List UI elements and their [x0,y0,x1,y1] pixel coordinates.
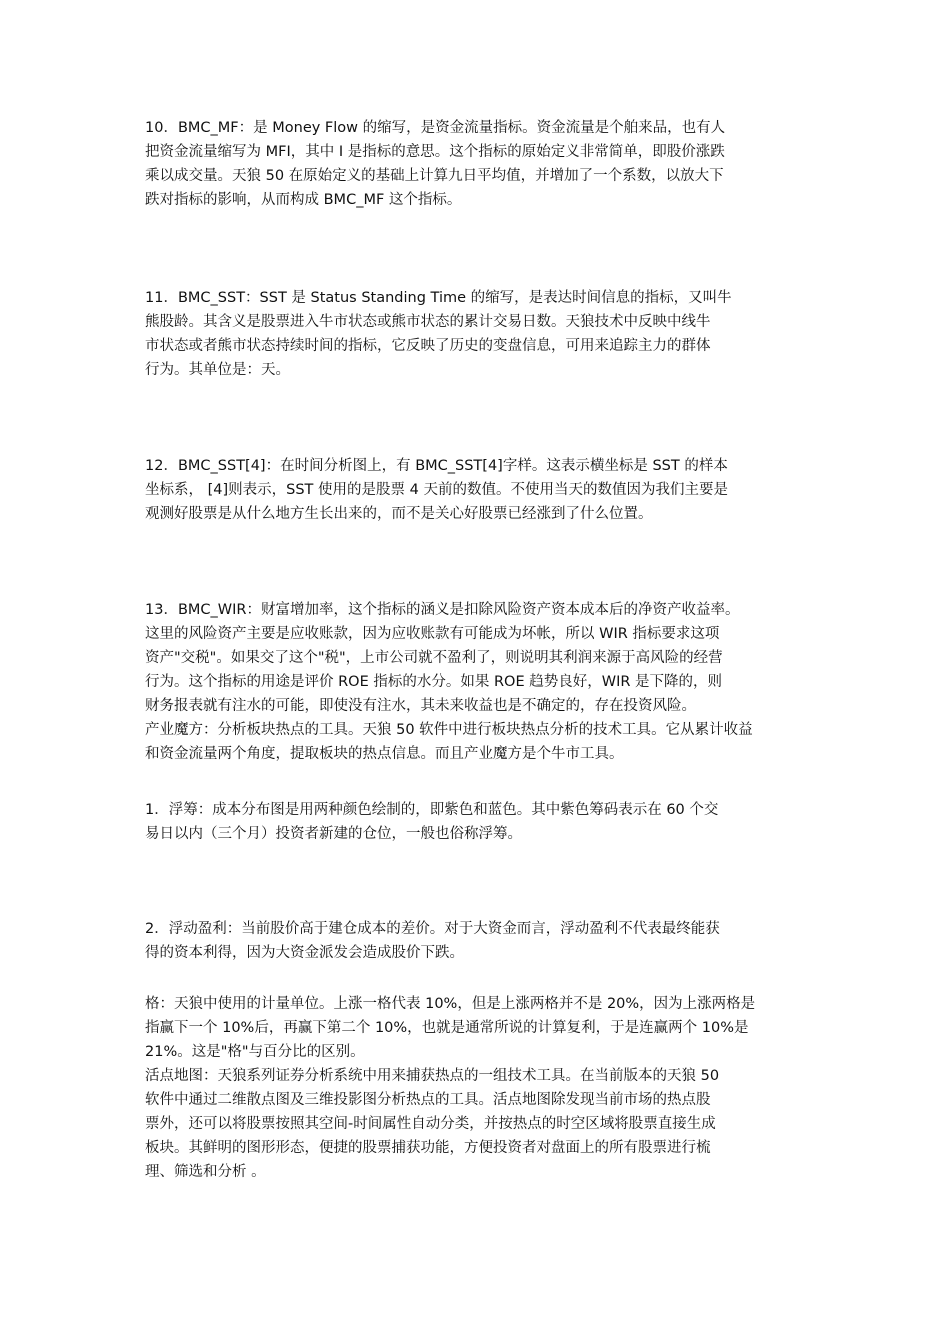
text-line: 市状态或者熊市状态持续时间的指标，它反映了历史的变盘信息，可用来追踪主力的群体 [145,338,711,354]
text-line: 把资金流量缩写为 MFI，其中 I 是指标的意思。这个指标的原始定义非常简单，即股价涨跌 [145,144,725,160]
text-line: 和资金流量两个角度，提取板块的热点信息。而且产业魔方是个牛市工具。 [145,746,624,762]
paragraph-floating-chips [145,798,820,846]
text-line: 熊股龄。其含义是股票进入牛市状态或熊市状态的累计交易日数。天狼技术中反映中线牛 [145,314,711,330]
text-line: 格：天狼中使用的计量单位。上涨一格代表 10%，但是上涨两格并不是 20%，因为上涨两格是 [145,996,756,1012]
paragraph-bmc-sst4 [145,454,820,526]
paragraph-floating-profit [145,917,820,965]
text-line: 财务报表就有注水的可能，即使没有注水，其未来收益也是不确定的，存在投资风险。 [145,698,696,714]
text-line: 票外，还可以将股票按照其空间-时间属性自动分类，并按热点的时空区域将股票直接生成 [145,1116,716,1132]
paragraph-bmc-sst [145,286,820,382]
text-line: 乘以成交量。天狼 50 在原始定义的基础上计算九日平均值，并增加了一个系数，以放大下 [145,168,724,184]
text-line: 软件中通过二维散点图及三维投影图分析热点的工具。活点地图除发现当前市场的热点股 [145,1092,711,1108]
text-line: 指赢下一个 10%后，再赢下第二个 10%，也就是通常所说的计算复利，于是连赢两个 10%是 [145,1020,749,1036]
text-line: 1．浮筹：成本分布图是用两种颜色绘制的，即紫色和蓝色。其中紫色筹码表示在 60 个交 [145,802,719,818]
text-line: 活点地图：天狼系列证券分析系统中用来捕获热点的一组技术工具。在当前版本的天狼 50 [145,1068,720,1084]
text-line: 易日以内（三个月）投资者新建的仓位，一般也俗称浮筹。 [145,826,522,842]
text-line: 产业魔方：分析板块热点的工具。天狼 50 软件中进行板块热点分析的技术工具。它从累计收益 [145,722,753,738]
text-line: 这里的风险资产主要是应收账款，因为应收账款有可能成为坏帐，所以 WIR 指标要求这项 [145,626,720,642]
text-line: 跌对指标的影响，从而构成 BMC_MF 这个指标。 [145,192,462,208]
text-line: 13．BMC_WIR：财富增加率，这个指标的涵义是扣除风险资产资本成本后的净资产收益率。 [145,602,740,618]
text-line: 观测好股票是从什么地方生长出来的，而不是关心好股票已经涨到了什么位置。 [145,506,653,522]
paragraph-grid-and-hotspot [145,992,820,1184]
paragraph-bmc-wir [145,598,820,766]
text-line: 坐标系， [4]则表示，SST 使用的是股票 4 天前的数值。不使用当天的数值因为我们主要是 [145,482,728,498]
text-line: 行为。其单位是：天。 [145,362,290,378]
text-line: 21%。这是"格"与百分比的区别。 [145,1044,365,1060]
text-line: 12．BMC_SST[4]：在时间分析图上，有 BMC_SST[4]字样。这表示横坐标是 SST 的样本 [145,458,728,474]
text-line: 资产"交税"。如果交了这个"税"，上市公司就不盈利了，则说明其利润来源于高风险的经营 [145,650,723,666]
paragraph-bmc-mf [145,116,820,212]
text-line: 理、筛选和分析 。 [145,1164,266,1180]
text-line: 板块。其鲜明的图形形态，便捷的股票捕获功能，方便投资者对盘面上的所有股票进行梳 [145,1140,711,1156]
text-line: 2．浮动盈利：当前股价高于建仓成本的差价。对于大资金而言，浮动盈利不代表最终能获 [145,921,720,937]
text-line: 10．BMC_MF：是 Money Flow 的缩写，是资金流量指标。资金流量是个舶来品，也有人 [145,120,726,136]
text-line: 行为。这个指标的用途是评价 ROE 指标的水分。如果 ROE 趋势良好，WIR 是下降的，则 [145,674,723,690]
text-line: 得的资本利得，因为大资金派发会造成股价下跌。 [145,945,464,961]
text-line: 11．BMC_SST：SST 是 Status Standing Time 的缩写，是表达时间信息的指标，又叫牛 [145,290,732,306]
